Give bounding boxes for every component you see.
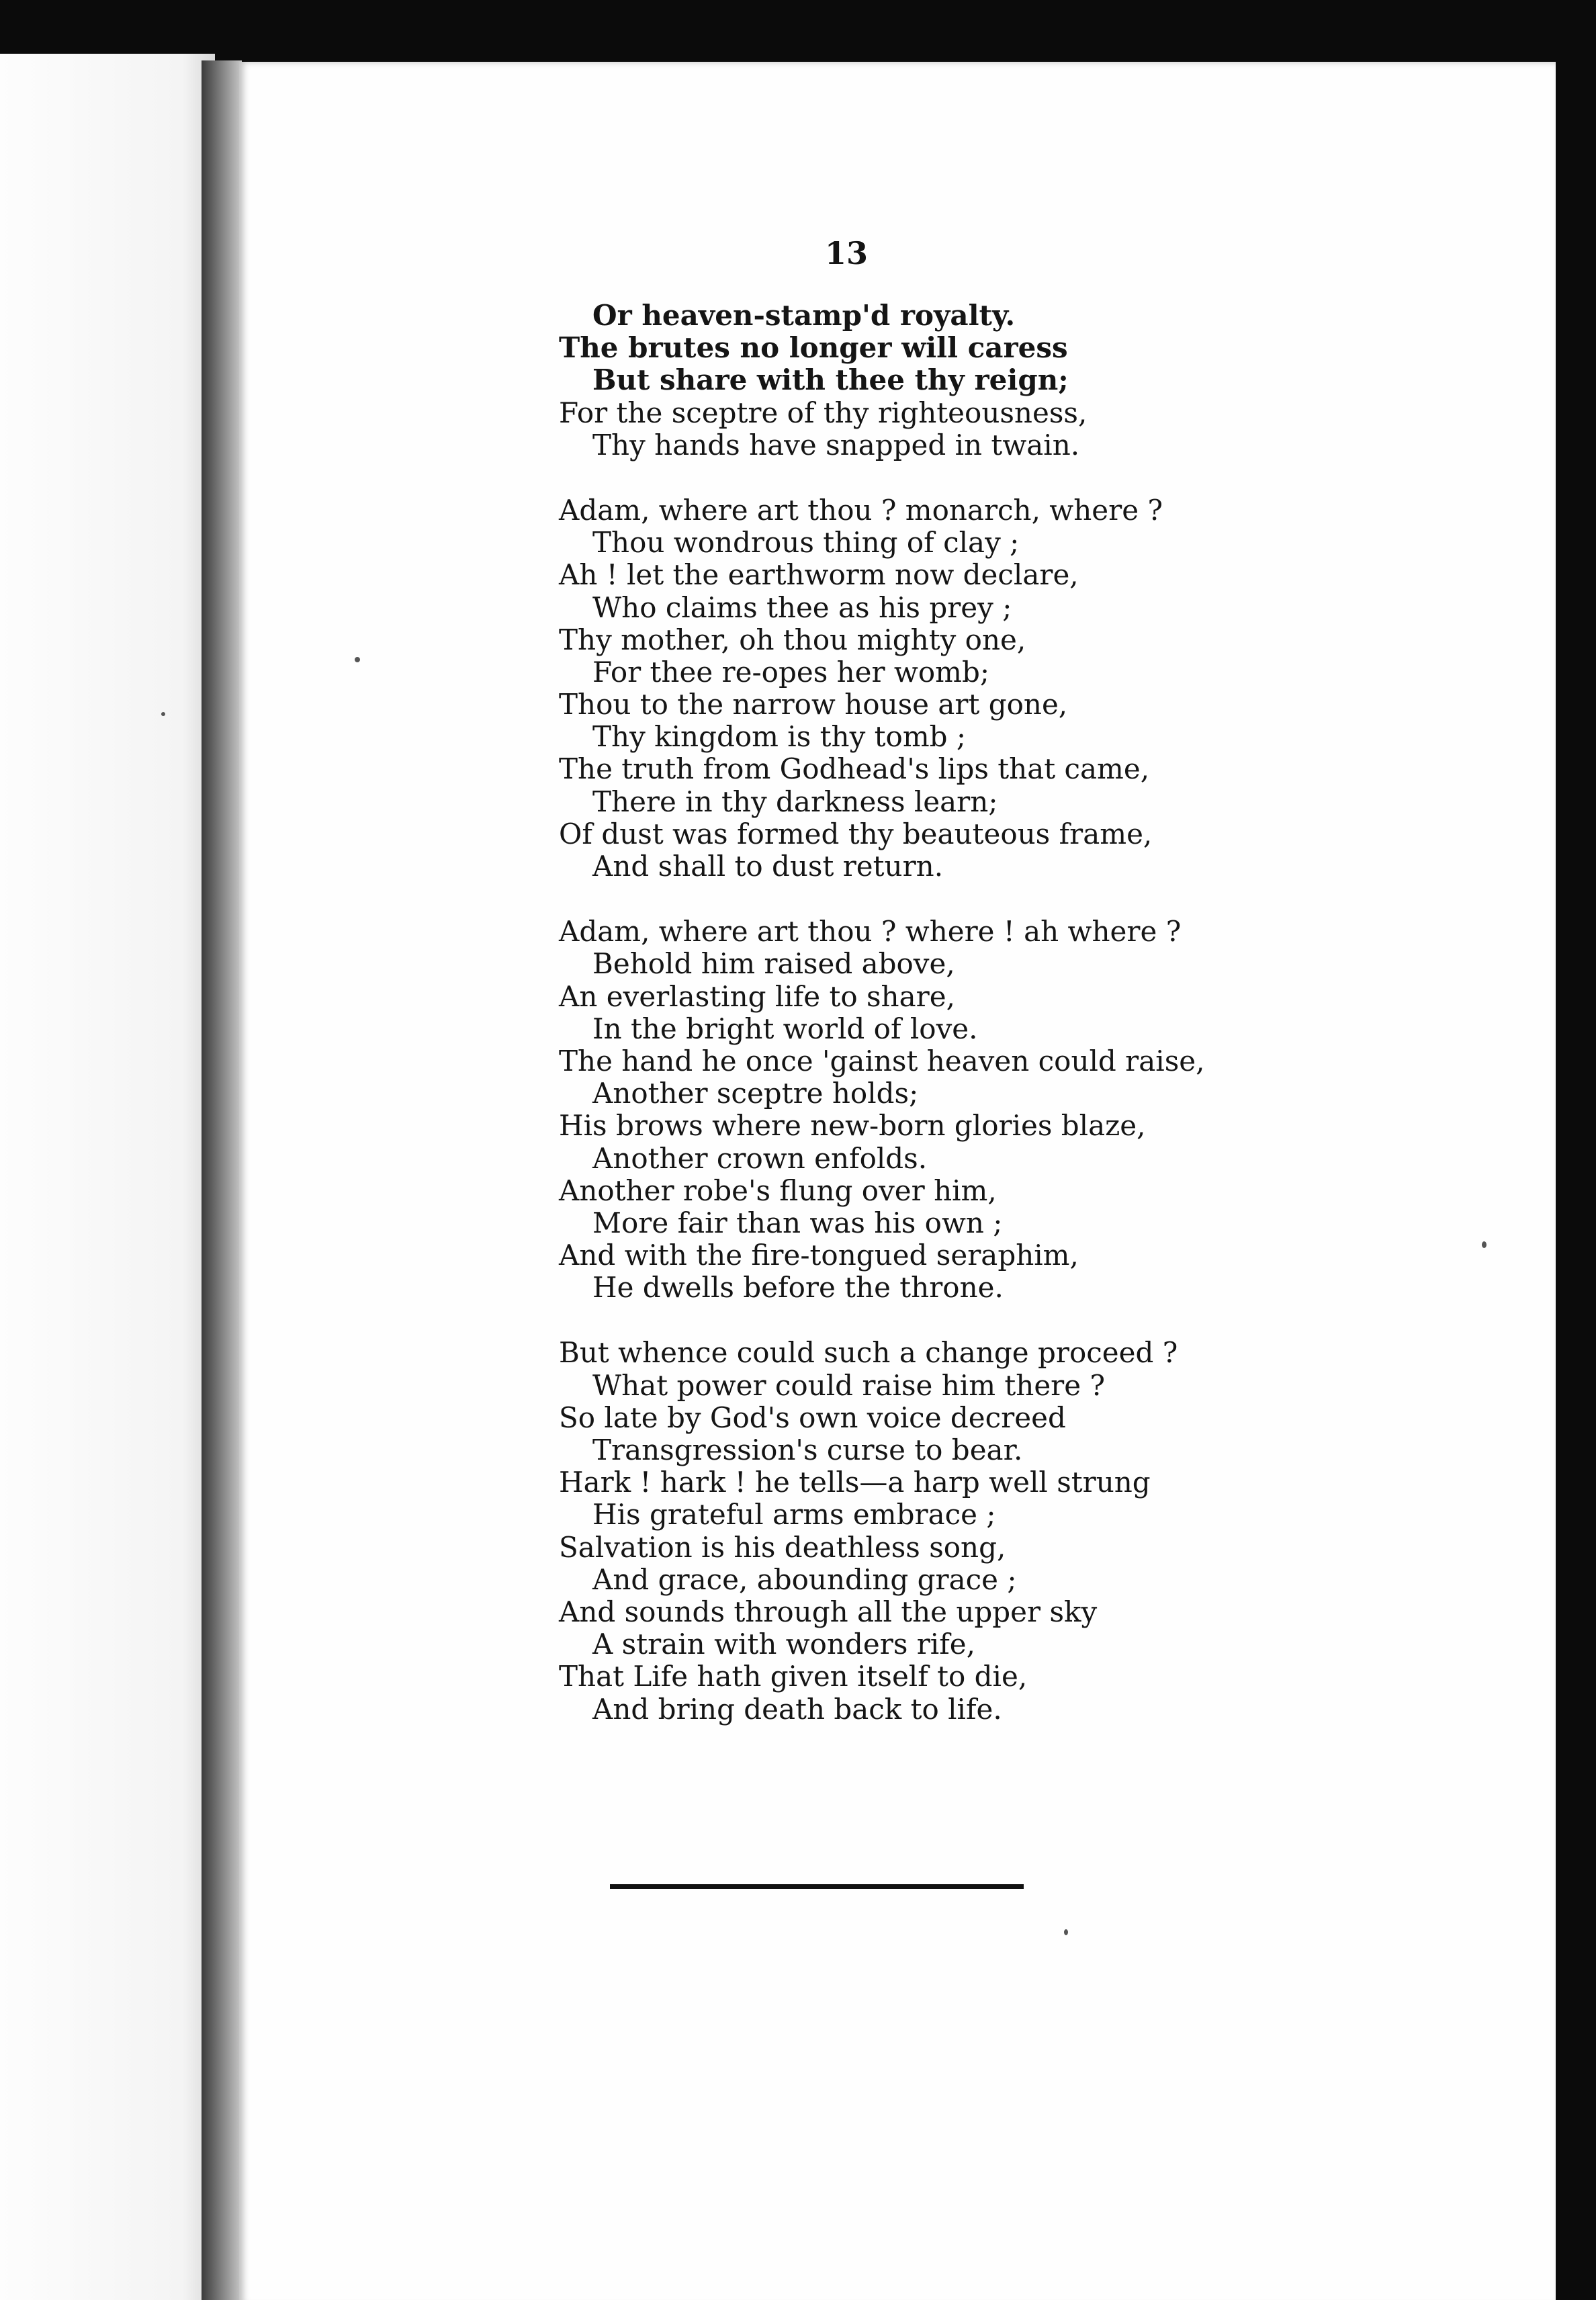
poem-line: That Life hath given itself to die, — [559, 1660, 1028, 1693]
poem-line: Adam, where art thou ? monarch, where ? — [559, 493, 1163, 527]
poem-stanza — [559, 300, 1284, 461]
poem-line: In the bright world of love. — [592, 1012, 978, 1045]
poem-line: An everlasting life to share, — [559, 979, 955, 1013]
poem-line: But whence could such a change proceed ? — [559, 1336, 1178, 1370]
poem-stanza — [559, 1337, 1284, 1725]
dust-speck — [161, 712, 165, 716]
poem-line: The brutes no longer will caress — [559, 331, 1068, 365]
poem-line: Thou to the narrow house art gone, — [559, 688, 1068, 721]
poem-line: There in thy darkness learn; — [592, 785, 998, 818]
poem-line: Or heaven-stamp'd royalty. — [592, 299, 1016, 332]
poem-line: He dwells before the throne. — [592, 1271, 1004, 1304]
poem-line: Transgression's curse to bear. — [592, 1433, 1023, 1466]
dust-speck — [355, 657, 360, 662]
poem-line: His brows where new-born glories blaze, — [559, 1109, 1146, 1143]
poem-body — [559, 300, 1284, 1759]
poem-stanza — [559, 916, 1284, 1304]
poem-line: The hand he once 'gainst heaven could raise, — [559, 1044, 1205, 1077]
poem-line: Adam, where art thou ? where ! ah where ? — [559, 915, 1182, 948]
poem-line: Of dust was formed thy beauteous frame, — [559, 817, 1153, 850]
poem-line: Behold him raised above, — [592, 947, 955, 981]
poem-line: Another robe's flung over him, — [559, 1174, 997, 1207]
poem-line: Thy hands have snapped in twain. — [592, 428, 1080, 461]
poem-line: Salvation is his deathless song, — [559, 1530, 1006, 1564]
poem-line: Another sceptre holds; — [592, 1077, 919, 1110]
poem-line: But share with thee thy reign; — [592, 363, 1069, 397]
dust-speck — [1482, 1241, 1487, 1248]
book-gutter — [202, 60, 242, 2300]
poem-line: More fair than was his own ; — [592, 1206, 1003, 1239]
poem-line: And sounds through all the upper sky — [559, 1595, 1098, 1628]
poem-line: Another crown enfolds. — [592, 1141, 928, 1175]
dust-speck — [1064, 1929, 1068, 1935]
poem-line: The truth from Godhead's lips that came, — [559, 752, 1150, 786]
poem-line: For thee re-opes her womb; — [592, 655, 990, 689]
poem-line: Who claims thee as his prey ; — [592, 590, 1012, 624]
poem-line: And grace, abounding grace ; — [592, 1562, 1017, 1596]
poem-line: And shall to dust return. — [592, 850, 944, 883]
poem-line: A strain with wonders rife, — [592, 1628, 975, 1661]
poem-line: Thy mother, oh thou mighty one, — [559, 623, 1026, 656]
poem-line: And with the fire-tongued seraphim, — [559, 1239, 1079, 1272]
poem-line: Thy kingdom is thy tomb ; — [592, 720, 967, 754]
facing-page-edge — [0, 54, 215, 2300]
poem-line: And bring death back to life. — [592, 1692, 1002, 1726]
page-number: 13 — [824, 235, 868, 271]
poem-line: His grateful arms embrace ; — [592, 1498, 996, 1532]
poem-line: Ah ! let the earthworm now declare, — [559, 558, 1079, 592]
poem-line: For the sceptre of thy righteousness, — [559, 396, 1088, 429]
poem-line: What power could raise him there ? — [592, 1368, 1105, 1402]
poem-line: So late by God's own voice decreed — [559, 1401, 1066, 1434]
end-rule — [610, 1884, 1024, 1889]
poem-line: Thou wondrous thing of clay ; — [592, 526, 1020, 560]
poem-line: Hark ! hark ! he tells—a harp well strung — [559, 1466, 1151, 1499]
poem-stanza — [559, 494, 1284, 883]
